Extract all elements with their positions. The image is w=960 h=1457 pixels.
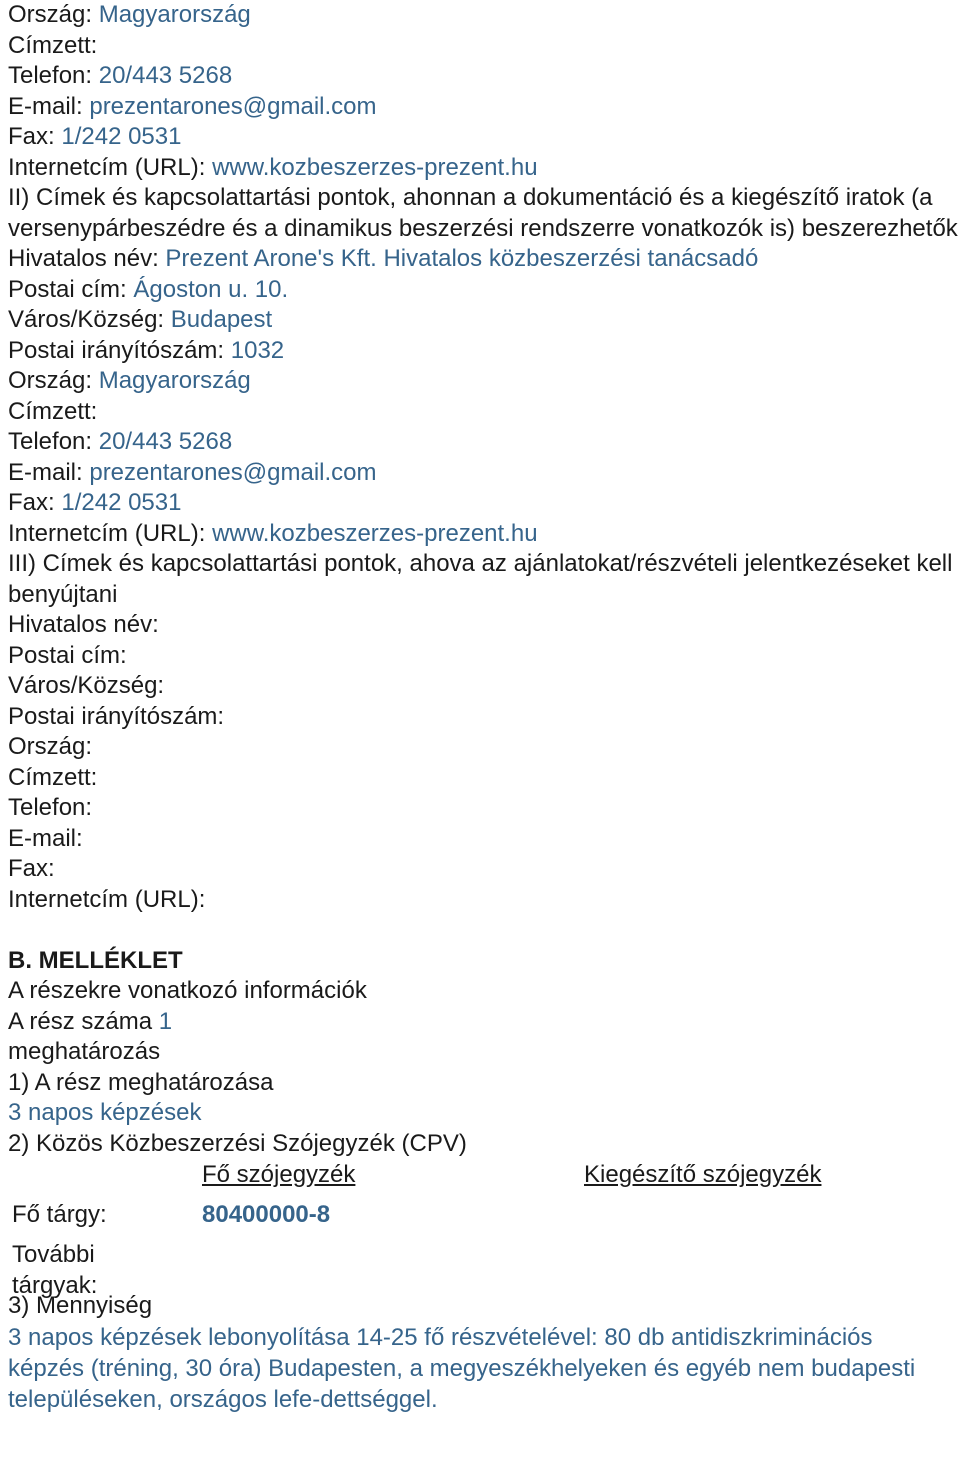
value: 1 xyxy=(158,1007,173,1035)
cpv-main-subject-label: Fő tárgy: xyxy=(12,1201,107,1228)
cpv-table xyxy=(8,1159,958,1299)
label: Címzett: xyxy=(8,31,98,59)
s2-recipient-row xyxy=(8,397,958,428)
value: prezentarones@gmail.com xyxy=(89,92,377,120)
s3-email-row: E-mail: xyxy=(8,824,83,852)
value: www.kozbeszerzes-prezent.hu xyxy=(212,519,538,547)
label: Fax: xyxy=(8,123,55,150)
value: 20/443 5268 xyxy=(98,428,233,455)
s2-email-row xyxy=(8,458,958,489)
cpv-main-subject-value: 80400000-8 xyxy=(202,1201,331,1228)
s1-fax-row xyxy=(8,122,958,153)
s2-url-row xyxy=(8,519,958,550)
s2-city-row xyxy=(8,305,958,336)
label: Postai irányítószám: xyxy=(8,336,225,364)
quantity-value: 3 napos képzések lebonyolítása 14-25 fő részvételével: 80 db antidiszkriminációs képzés (tréning, 30 óra) Budapesten, a megyeszékhelyeken és egyéb nem budapesti településeken, országos lefe-dettséggel. xyxy=(8,1323,916,1413)
label: A rész száma xyxy=(8,1007,153,1035)
s1-recipient-row xyxy=(8,31,958,62)
label: Internetcím (URL): xyxy=(8,153,206,181)
s2-name-row xyxy=(8,244,958,275)
annex-subtitle: A részekre vonatkozó információk xyxy=(8,977,367,1004)
s1-country-row xyxy=(8,0,958,31)
s2-address-row xyxy=(8,275,958,306)
label: Telefon: xyxy=(8,62,93,89)
annex-title: B. MELLÉKLET xyxy=(8,946,183,974)
value: Ágoston u. 10. xyxy=(133,275,289,303)
s3-city-row: Város/Község: xyxy=(8,672,165,699)
value: 1/242 0531 xyxy=(61,123,182,150)
label: Fax: xyxy=(8,489,55,516)
s3-recipient-row: Címzett: xyxy=(8,763,98,791)
part-def-value: 3 napos képzések xyxy=(8,1099,202,1126)
s2-phone-row xyxy=(8,427,958,458)
s2-country-row xyxy=(8,366,958,397)
label: Postai cím: xyxy=(8,275,127,303)
cpv-label: 2) Közös Közbeszerzési Szójegyzék (CPV) xyxy=(8,1129,467,1157)
s1-url-row xyxy=(8,153,958,184)
s2-fax-row xyxy=(8,488,958,519)
value: 1032 xyxy=(230,336,285,364)
s3-heading: III) Címek és kapcsolattartási pontok, ahova az ajánlatokat/részvételi jelentkezéseket kell benyújtani xyxy=(8,550,953,608)
quantity-label: 3) Mennyiség xyxy=(8,1292,153,1319)
part-def-label: 1) A rész meghatározása xyxy=(8,1068,274,1096)
s3-phone-row: Telefon: xyxy=(8,794,93,821)
label: E-mail: xyxy=(8,458,83,486)
label: E-mail: xyxy=(8,92,83,120)
s3-fax-row: Fax: xyxy=(8,855,55,882)
s3-country-row: Ország: xyxy=(8,733,93,760)
value: Magyarország xyxy=(98,367,251,394)
label: Internetcím (URL): xyxy=(8,519,206,547)
s3-zip-row: Postai irányítószám: xyxy=(8,702,225,730)
label: Címzett: xyxy=(8,397,98,425)
value: Budapest xyxy=(170,306,273,333)
label: Ország: xyxy=(8,1,93,28)
s3-address-row: Postai cím: xyxy=(8,641,127,669)
s3-name-row: Hivatalos név: xyxy=(8,611,159,638)
s1-phone-row xyxy=(8,61,958,92)
cpv-additional-label: További tárgyak: xyxy=(12,1241,98,1299)
part-number-row xyxy=(8,1007,958,1038)
label: Város/Község: xyxy=(8,306,165,333)
label: Ország: xyxy=(8,367,93,394)
value: 1/242 0531 xyxy=(61,489,182,516)
value: Prezent Arone's Kft. Hivatalos közbeszerzési tanácsadó xyxy=(165,245,759,272)
s1-email-row xyxy=(8,92,958,123)
s2-zip-row xyxy=(8,336,958,367)
value: Magyarország xyxy=(98,1,251,28)
cpv-supp-header: Kiegészítő szójegyzék xyxy=(584,1161,822,1188)
value: prezentarones@gmail.com xyxy=(89,458,377,486)
definition-label: meghatározás xyxy=(8,1038,161,1065)
s2-heading: II) Címek és kapcsolattartási pontok, ahonnan a dokumentáció és a kiegészítő iratok (a versenypárbeszédre és a dinamikus beszerzési rendszerre vonatkozók is) beszerezhetők xyxy=(8,184,958,242)
label: Telefon: xyxy=(8,428,93,455)
document xyxy=(8,0,958,1415)
value: 20/443 5268 xyxy=(98,62,233,89)
divider-space xyxy=(8,915,958,946)
s3-url-row: Internetcím (URL): xyxy=(8,885,206,913)
value: www.kozbeszerzes-prezent.hu xyxy=(212,153,538,181)
cpv-main-header: Fő szójegyzék xyxy=(202,1161,356,1188)
label: Hivatalos név: xyxy=(8,245,159,272)
